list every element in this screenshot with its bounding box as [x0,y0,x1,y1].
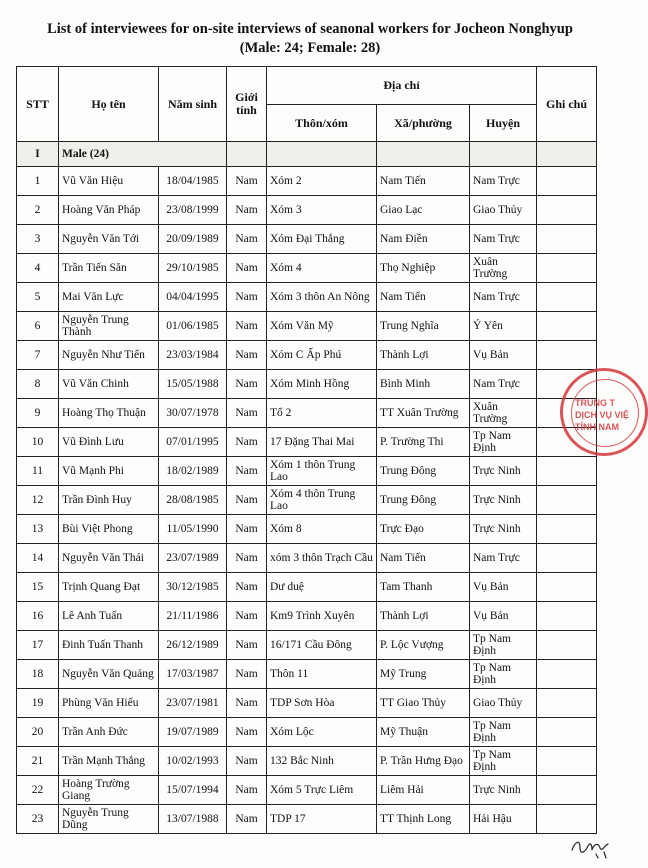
cell-district: Hải Hậu [470,805,537,834]
cell-commune: Tam Thanh [377,573,470,602]
cell-stt: 2 [17,196,59,225]
table-row [17,631,597,660]
cell-stt: 23 [17,805,59,834]
cell-note [537,689,597,718]
table-row [17,428,597,457]
cell-note [537,167,597,196]
table-row [17,776,597,805]
cell-district: Xuân Trường [470,254,537,283]
cell-birth: 15/07/1994 [159,776,227,805]
cell-district: Nam Trực [470,225,537,254]
cell-district: Tp Nam Định [470,747,537,776]
cell-note [537,254,597,283]
cell-village: Thôn 11 [267,660,377,689]
cell-note [537,283,597,312]
table-row [17,602,597,631]
cell-village: 16/171 Cầu Đông [267,631,377,660]
cell-village: Xóm 3 thôn An Nông [267,283,377,312]
cell-name: Hoàng Thọ Thuận [59,399,159,428]
seal-text-2: DỊCH VỤ VIỆ [575,410,630,420]
cell-birth: 18/04/1985 [159,167,227,196]
cell-note [537,805,597,834]
table-row [17,399,597,428]
cell-district: Trực Ninh [470,457,537,486]
cell-gender: Nam [227,776,267,805]
cell-name: Trần Mạnh Thắng [59,747,159,776]
cell-stt: 21 [17,747,59,776]
cell-village: Xóm Đại Thắng [267,225,377,254]
cell-name: Nguyễn Văn Quảng [59,660,159,689]
cell-village: Xóm 5 Trực Liêm [267,776,377,805]
section-label: Male (24) [59,142,227,167]
cell-stt: 4 [17,254,59,283]
official-seal [560,368,648,456]
cell-commune: Mỹ Thuận [377,718,470,747]
cell-gender: Nam [227,283,267,312]
cell-stt: 10 [17,428,59,457]
table-row [17,254,597,283]
cell-name: Lê Anh Tuấn [59,602,159,631]
header-note: Ghi chú [537,67,597,142]
cell-name: Mai Văn Lực [59,283,159,312]
cell-village: Xóm Văn Mỹ [267,312,377,341]
cell-note [537,544,597,573]
cell-stt: 11 [17,457,59,486]
table-row [17,689,597,718]
cell-district: Tp Nam Định [470,660,537,689]
table-row [17,660,597,689]
section-cell [377,142,470,167]
section-cell [470,142,537,167]
cell-name: Vũ Mạnh Phi [59,457,159,486]
cell-district: Nam Trực [470,544,537,573]
cell-district: Tp Nam Định [470,631,537,660]
cell-village: Tổ 2 [267,399,377,428]
cell-gender: Nam [227,544,267,573]
cell-note [537,631,597,660]
cell-village: Dư duệ [267,573,377,602]
cell-name: Trần Anh Đức [59,718,159,747]
cell-stt: 15 [17,573,59,602]
cell-name: Trần Đình Huy [59,486,159,515]
table-row [17,283,597,312]
cell-stt: 7 [17,341,59,370]
cell-gender: Nam [227,486,267,515]
cell-gender: Nam [227,515,267,544]
cell-gender: Nam [227,225,267,254]
cell-commune: Trung Nghĩa [377,312,470,341]
cell-stt: 9 [17,399,59,428]
cell-district: Trực Ninh [470,515,537,544]
cell-stt: 19 [17,689,59,718]
cell-village: TDP Sơn Hòa [267,689,377,718]
signature-mark [568,832,616,860]
cell-district: Vụ Bản [470,573,537,602]
cell-gender: Nam [227,660,267,689]
cell-gender: Nam [227,341,267,370]
cell-name: Trần Tiến Săn [59,254,159,283]
cell-name: Nguyễn Trung Thành [59,312,159,341]
cell-birth: 23/07/1989 [159,544,227,573]
cell-village: Xóm 4 [267,254,377,283]
cell-name: Hoàng Trường Giang [59,776,159,805]
cell-commune: Nam Tiến [377,544,470,573]
header-village: Thôn/xóm [267,105,377,142]
header-commune: Xã/phường [377,105,470,142]
cell-commune: P. Trường Thi [377,428,470,457]
cell-stt: 17 [17,631,59,660]
cell-note [537,225,597,254]
table-row [17,196,597,225]
table-row [17,341,597,370]
table-row [17,544,597,573]
cell-stt: 18 [17,660,59,689]
cell-village: TDP 17 [267,805,377,834]
table-row [17,515,597,544]
section-cell [537,142,597,167]
cell-gender: Nam [227,370,267,399]
cell-name: Hoàng Văn Pháp [59,196,159,225]
cell-note [537,196,597,225]
cell-note [537,718,597,747]
cell-birth: 15/05/1988 [159,370,227,399]
cell-district: Ý Yên [470,312,537,341]
document-title [0,20,620,58]
table-row [17,573,597,602]
cell-note [537,660,597,689]
cell-commune: Thọ Nghiệp [377,254,470,283]
cell-commune: Nam Điền [377,225,470,254]
cell-note [537,747,597,776]
table-row [17,225,597,254]
cell-commune: TT Thịnh Long [377,805,470,834]
cell-district: Tp Nam Định [470,428,537,457]
header-name: Họ tên [59,67,159,142]
cell-gender: Nam [227,312,267,341]
cell-commune: Trung Đông [377,457,470,486]
cell-note [537,457,597,486]
cell-commune: TT Giao Thủy [377,689,470,718]
cell-village: xóm 3 thôn Trạch Cầu [267,544,377,573]
cell-note [537,312,597,341]
cell-village: Xóm 1 thôn Trung Lao [267,457,377,486]
cell-village: Xóm Minh Hồng [267,370,377,399]
cell-birth: 04/04/1995 [159,283,227,312]
cell-district: Vụ Bản [470,602,537,631]
table-row [17,370,597,399]
cell-commune: P. Lộc Vượng [377,631,470,660]
cell-district: Nam Trực [470,370,537,399]
cell-name: Nguyễn Văn Tới [59,225,159,254]
cell-birth: 13/07/1988 [159,805,227,834]
cell-gender: Nam [227,428,267,457]
cell-stt: 3 [17,225,59,254]
table-row [17,747,597,776]
cell-name: Bùi Việt Phong [59,515,159,544]
cell-village: Km9 Trình Xuyên [267,602,377,631]
cell-village: Xóm 2 [267,167,377,196]
cell-district: Trực Ninh [470,776,537,805]
table-row [17,486,597,515]
cell-district: Trực Ninh [470,486,537,515]
cell-birth: 01/06/1985 [159,312,227,341]
section-cell [227,142,267,167]
cell-stt: 1 [17,167,59,196]
cell-district: Nam Trực [470,283,537,312]
table-row [17,718,597,747]
cell-birth: 30/07/1978 [159,399,227,428]
header-gender: Giới tính [227,67,267,142]
section-number: I [17,142,59,167]
section-row-male [17,142,597,167]
cell-gender: Nam [227,602,267,631]
title-line-2: (Male: 24; Female: 28) [239,40,381,56]
cell-birth: 21/11/1986 [159,602,227,631]
cell-gender: Nam [227,457,267,486]
cell-note [537,573,597,602]
cell-commune: Mỹ Trung [377,660,470,689]
cell-birth: 19/07/1989 [159,718,227,747]
cell-note [537,341,597,370]
cell-birth: 10/02/1993 [159,747,227,776]
cell-birth: 23/07/1981 [159,689,227,718]
header-row-1 [17,67,597,105]
cell-birth: 28/08/1985 [159,486,227,515]
cell-name: Đinh Tuấn Thanh [59,631,159,660]
cell-gender: Nam [227,196,267,225]
cell-name: Phùng Văn Hiếu [59,689,159,718]
table-row [17,805,597,834]
seal-text-3: TỈNH NAM [575,422,619,432]
cell-birth: 17/03/1987 [159,660,227,689]
header-stt: STT [17,67,59,142]
cell-note [537,515,597,544]
table-row [17,457,597,486]
cell-commune: Trực Đạo [377,515,470,544]
seal-text-1: TRUNG T [575,398,615,408]
cell-birth: 11/05/1990 [159,515,227,544]
cell-village: Xóm 8 [267,515,377,544]
cell-birth: 18/02/1989 [159,457,227,486]
cell-district: Giao Thủy [470,196,537,225]
cell-stt: 16 [17,602,59,631]
cell-birth: 20/09/1989 [159,225,227,254]
cell-note [537,776,597,805]
cell-village: 132 Bắc Ninh [267,747,377,776]
cell-commune: Giao Lạc [377,196,470,225]
cell-commune: Trung Đông [377,486,470,515]
cell-district: Nam Trực [470,167,537,196]
cell-gender: Nam [227,399,267,428]
cell-gender: Nam [227,747,267,776]
title-line-1: List of interviewees for on-site interviews of seanonal workers for Jocheon Nonghyup [47,21,573,37]
cell-stt: 12 [17,486,59,515]
cell-commune: Nam Tiến [377,283,470,312]
cell-stt: 5 [17,283,59,312]
table-row [17,167,597,196]
cell-note [537,602,597,631]
cell-commune: TT Xuân Trường [377,399,470,428]
cell-gender: Nam [227,689,267,718]
cell-stt: 8 [17,370,59,399]
cell-commune: Nam Tiến [377,167,470,196]
cell-birth: 29/10/1985 [159,254,227,283]
cell-birth: 26/12/1989 [159,631,227,660]
header-address: Địa chỉ [267,67,537,105]
cell-stt: 6 [17,312,59,341]
cell-stt: 20 [17,718,59,747]
cell-gender: Nam [227,631,267,660]
cell-village: 17 Đặng Thai Mai [267,428,377,457]
cell-name: Trịnh Quang Đạt [59,573,159,602]
cell-village: Xóm 3 [267,196,377,225]
cell-gender: Nam [227,254,267,283]
cell-birth: 30/12/1985 [159,573,227,602]
cell-village: Xóm C Ấp Phú [267,341,377,370]
cell-birth: 23/03/1984 [159,341,227,370]
cell-name: Nguyễn Như Tiến [59,341,159,370]
table-body [17,142,597,834]
cell-name: Nguyễn Văn Thái [59,544,159,573]
interviewee-table [16,66,597,834]
cell-commune: Liêm Hải [377,776,470,805]
table-row [17,312,597,341]
cell-district: Vụ Bản [470,341,537,370]
cell-district: Giao Thủy [470,689,537,718]
cell-district: Xuân Trường [470,399,537,428]
cell-district: Tp Nam Định [470,718,537,747]
cell-stt: 13 [17,515,59,544]
cell-gender: Nam [227,718,267,747]
section-cell [267,142,377,167]
header-district: Huyện [470,105,537,142]
cell-commune: Thành Lợi [377,341,470,370]
cell-name: Vũ Văn Chinh [59,370,159,399]
cell-name: Vũ Văn Hiệu [59,167,159,196]
cell-birth: 07/01/1995 [159,428,227,457]
cell-commune: Bình Minh [377,370,470,399]
cell-birth: 23/08/1999 [159,196,227,225]
header-birth: Năm sinh [159,67,227,142]
cell-gender: Nam [227,805,267,834]
cell-note [537,486,597,515]
cell-gender: Nam [227,573,267,602]
cell-name: Nguyễn Trung Dũng [59,805,159,834]
cell-name: Vũ Đình Lưu [59,428,159,457]
cell-stt: 14 [17,544,59,573]
seal-inner-ring [571,379,639,447]
cell-village: Xóm Lộc [267,718,377,747]
cell-stt: 22 [17,776,59,805]
cell-village: Xóm 4 thôn Trung Lao [267,486,377,515]
cell-gender: Nam [227,167,267,196]
cell-commune: Thành Lợi [377,602,470,631]
cell-commune: P. Trần Hưng Đạo [377,747,470,776]
